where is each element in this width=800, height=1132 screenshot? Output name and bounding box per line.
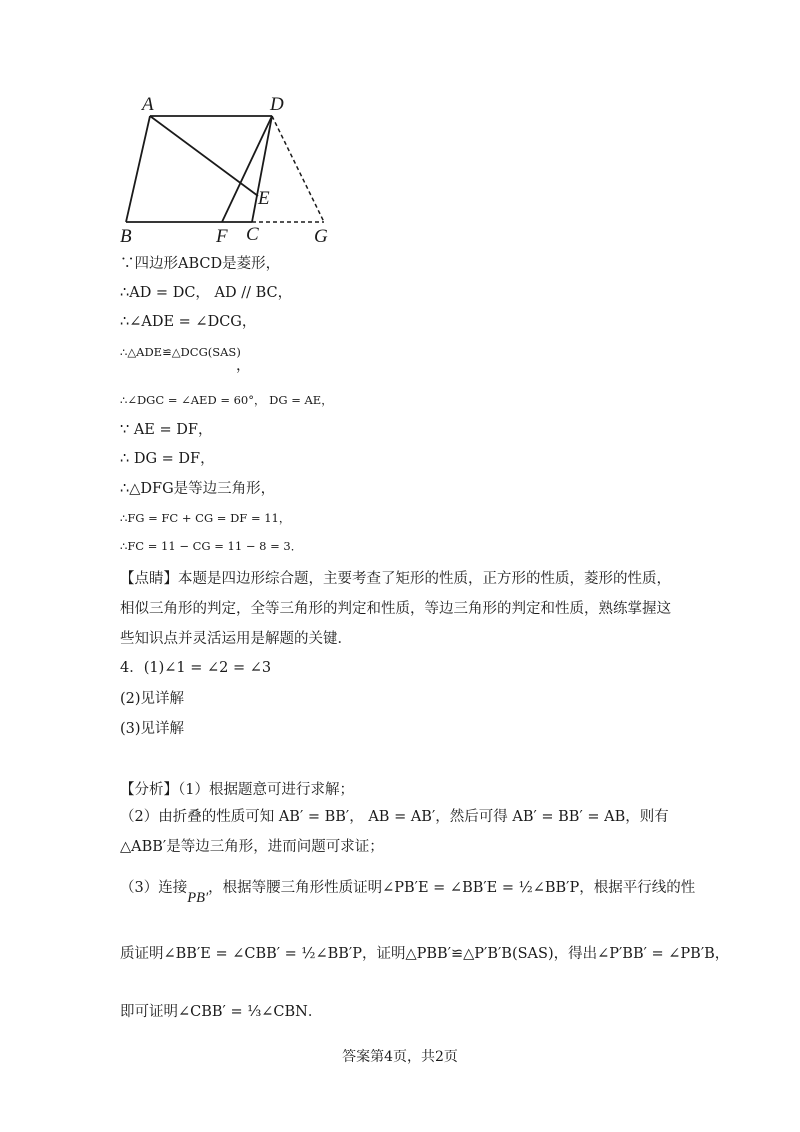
question-4-part-1	[120, 658, 271, 678]
proof-line-6: ∵ AE = DF，	[120, 422, 213, 438]
label-c: C	[246, 224, 259, 245]
label-a: A	[142, 94, 154, 115]
analysis-3-end: ，根据等腰三角形性质证明∠PB′E = ∠BB′E = ½∠BB′P，根据平行线的性	[208, 880, 696, 896]
rhombus-figure	[112, 92, 342, 247]
segment-ae	[150, 116, 258, 196]
analysis-line-5: 即可证明∠CBB′ = ⅓∠CBN．	[120, 1004, 323, 1020]
question-number: 4．	[120, 660, 144, 676]
proof-line-3: ∴∠ADE = ∠DCG，	[120, 314, 257, 330]
answer-2: (2)见详解	[120, 691, 185, 707]
analysis-3-start: （3）连接	[120, 880, 188, 896]
analysis-line-1: 【分析】（1）根据题意可进行求解；	[120, 782, 354, 798]
answer-3: (3)见详解	[120, 721, 185, 737]
analysis-line-4: 质证明∠BB′E = ∠CBB′ = ½∠BB′P，证明△PBB′≌△P′B′B(SAS)，得出∠P′BB′ = ∠PB′B，	[120, 946, 730, 962]
segment-dg	[272, 116, 324, 222]
segment-ab	[126, 116, 150, 222]
comment-paragraph: 【点睛】本题是四边形综合题，主要考查了矩形的性质，正方形的性质，菱形的性质，相似三角形的判定，全等三角形的判定和性质，等边三角形的判定和性质，熟练掌握这些知识点并灵活运用是解题的关键．	[120, 571, 671, 647]
analysis-line-3	[120, 878, 696, 906]
label-d: D	[270, 94, 284, 115]
proof-line-2: ∴AD = DC， AD // BC，	[120, 285, 293, 301]
analysis-paragraph-2: （2）由折叠的性质可知 AB′ = BB′， AB = AB′，然后可得 AB′ = BB′ = AB，则有△ABB′是等边三角形，进而问题可求证；	[120, 809, 669, 855]
analysis-3-pb: PB′	[187, 890, 209, 906]
proof-line-5: ∴∠DGC = ∠AED = 60°， DG = AE，	[120, 393, 333, 407]
label-e: E	[258, 188, 270, 209]
label-b: B	[120, 226, 132, 247]
page-footer: 答案第4页，共2页	[342, 1049, 458, 1065]
proof-line-8: ∴△DFG是等边三角形，	[120, 481, 276, 497]
proof-line-10: ∴FC = 11 − CG = 11 − 8 = 3．	[120, 539, 303, 553]
proof-line-4: ∴△ADE≌△DCG(SAS)	[120, 345, 241, 359]
proof-line-1: ∵四边形ABCD是菱形，	[120, 256, 281, 272]
answer-1: (1)∠1 = ∠2 = ∠3	[143, 660, 272, 676]
label-g: G	[314, 226, 328, 247]
proof-line-7: ∴ DG = DF，	[120, 451, 215, 467]
proof-line-9: ∴FG = FC + CG = DF = 11，	[120, 511, 291, 525]
label-f: F	[216, 226, 228, 247]
proof-line-4-comma: ，	[236, 358, 251, 374]
